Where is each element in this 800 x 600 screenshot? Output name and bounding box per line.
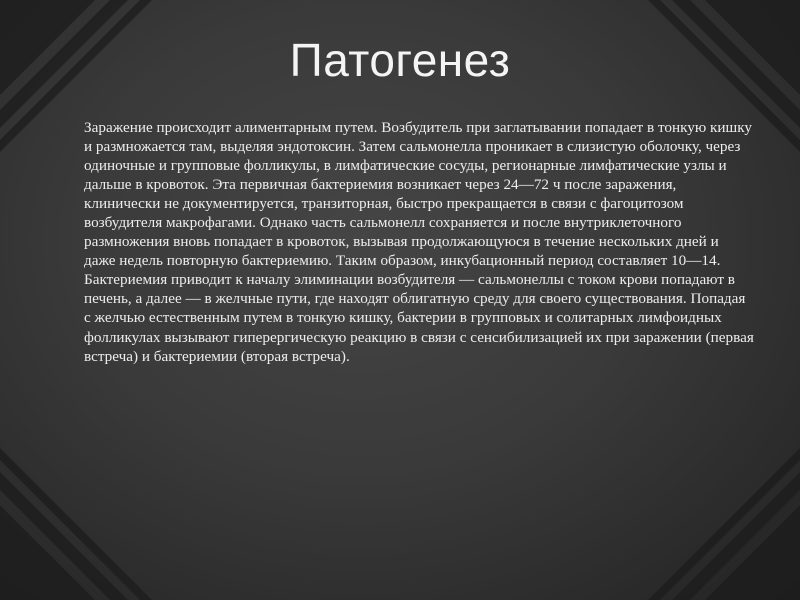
slide-body-paragraph: Заражение происходит алиментарным путем. Возбудитель при заглатывании попадает в тонкую кишку и размножается там, выделяя эндотоксин. Затем сальмонелла проникает в слизистую оболочку, через одиночные и групповые фолликулы, в лимфатические сосуды, регионарные лимфатические узлы и дальше в кровоток. Эта первичная бактериемия возникает через 24—72 ч после заражения, клинически не документируется, транзиторная, быстро прекращается в связи с фагоцитозом возбудителя макрофагами. Однако часть сальмонелл сохраняется и после внутриклеточного размножения вновь попадает в кровоток, вызывая продолжающуюся в течение нескольких дней и даже недель повторную бактериемию. Таким образом, инкубационный период составляет 10—14. Бактериемия приводит к началу элиминации возбудителя — сальмонеллы с током крови попадают в печень, а далее — в желчные пути, где находят облигатную среду для своего существования. Попадая с желчью естественным путем в тонкую кишку, бактерии в групповых и солитарных лимфоидных фолликулах вызывают гиперергическую реакцию в связи с сенсибилизацией их при заражении (первая встреча) и бактериемии (вторая встреча). [84,119,754,365]
bottom-left-stripes [0,448,152,600]
bottom-right-stripes [648,448,800,600]
slide-title: Патогенез [289,34,511,86]
